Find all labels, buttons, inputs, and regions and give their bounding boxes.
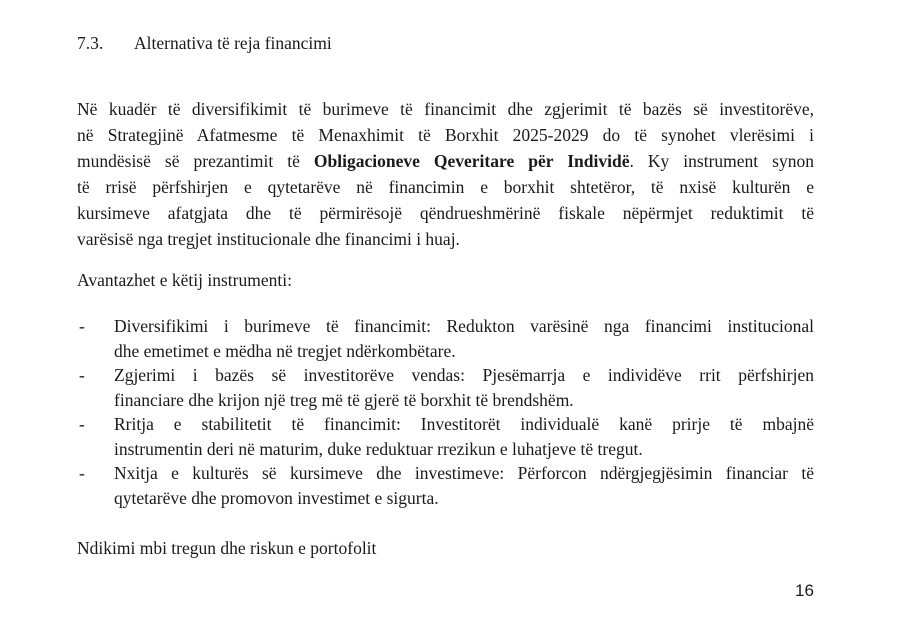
list-item-line: Rritja e stabilitetit të financimit: Investitorët individualë kanë prirje të mbajnë xyxy=(114,414,814,434)
intro-paragraph xyxy=(77,96,814,252)
list-item xyxy=(77,412,814,461)
page-number: 16 xyxy=(795,581,814,600)
intro-line: varësisë nga tregjet institucionale dhe financimi i huaj. xyxy=(77,229,460,249)
intro-line: Në kuadër të diversifikimit të burimeve të financimit dhe zgjerimit të bazës së investitorëve, xyxy=(77,99,814,119)
intro-line xyxy=(77,148,814,174)
intro-line3-post: . Ky instrument synon xyxy=(629,151,814,171)
section-title: Alternativa të reja financimi xyxy=(134,33,332,53)
list-item xyxy=(77,314,814,363)
section-heading xyxy=(77,33,332,54)
list-item-line: Nxitja e kulturës së kursimeve dhe investimeve: Përforcon ndërgjegjësimin financiar të xyxy=(114,463,814,483)
list-item xyxy=(77,461,814,510)
intro-line: në Strategjinë Afatmesme të Menaxhimit të Borxhit 2025-2029 do të synohet vlerësimi i xyxy=(77,125,814,145)
advantages-heading: Avantazhet e këtij instrumenti: xyxy=(77,270,292,290)
list-item-line: dhe emetimet e mëdha në tregjet ndërkombëtare. xyxy=(114,340,456,361)
list-item xyxy=(77,363,814,412)
list-item-line: qytetarëve dhe promovon investimet e sigurta. xyxy=(114,487,439,508)
list-item-line: financiare dhe krijon një treg më të gjerë të borxhit të brendshëm. xyxy=(114,389,574,410)
bullet-dash: - xyxy=(79,463,85,483)
intro-line: kursimeve afatgjata dhe të përmirësojë qëndrueshmërinë fiskale nëpërmjet reduktimit të xyxy=(77,203,814,223)
advantages-list xyxy=(77,314,814,510)
list-item-line: instrumentin deri në maturim, duke reduktuar rrezikun e luhatjeve të tregut. xyxy=(114,438,643,459)
bullet-dash: - xyxy=(79,365,85,385)
impact-heading: Ndikimi mbi tregun dhe riskun e portofolit xyxy=(77,538,377,558)
bond-name-emphasis: Obligacioneve Qeveritare për Individë xyxy=(313,151,630,171)
bullet-dash: - xyxy=(79,414,85,434)
list-item-line: Diversifikimi i burimeve të financimit: Redukton varësinë nga financimi institucional xyxy=(114,316,814,336)
intro-line3-pre: mundësisë së prezantimit të xyxy=(77,151,314,171)
section-number: 7.3. xyxy=(77,33,104,53)
list-item-line: Zgjerimi i bazës së investitorëve vendas: Pjesëmarrja e individëve rrit përfshirjen xyxy=(114,365,814,385)
bullet-dash: - xyxy=(79,316,85,336)
intro-line: të rrisë përfshirjen e qytetarëve në financimin e borxhit shtetëror, të nxisë kulturën e xyxy=(77,177,814,197)
